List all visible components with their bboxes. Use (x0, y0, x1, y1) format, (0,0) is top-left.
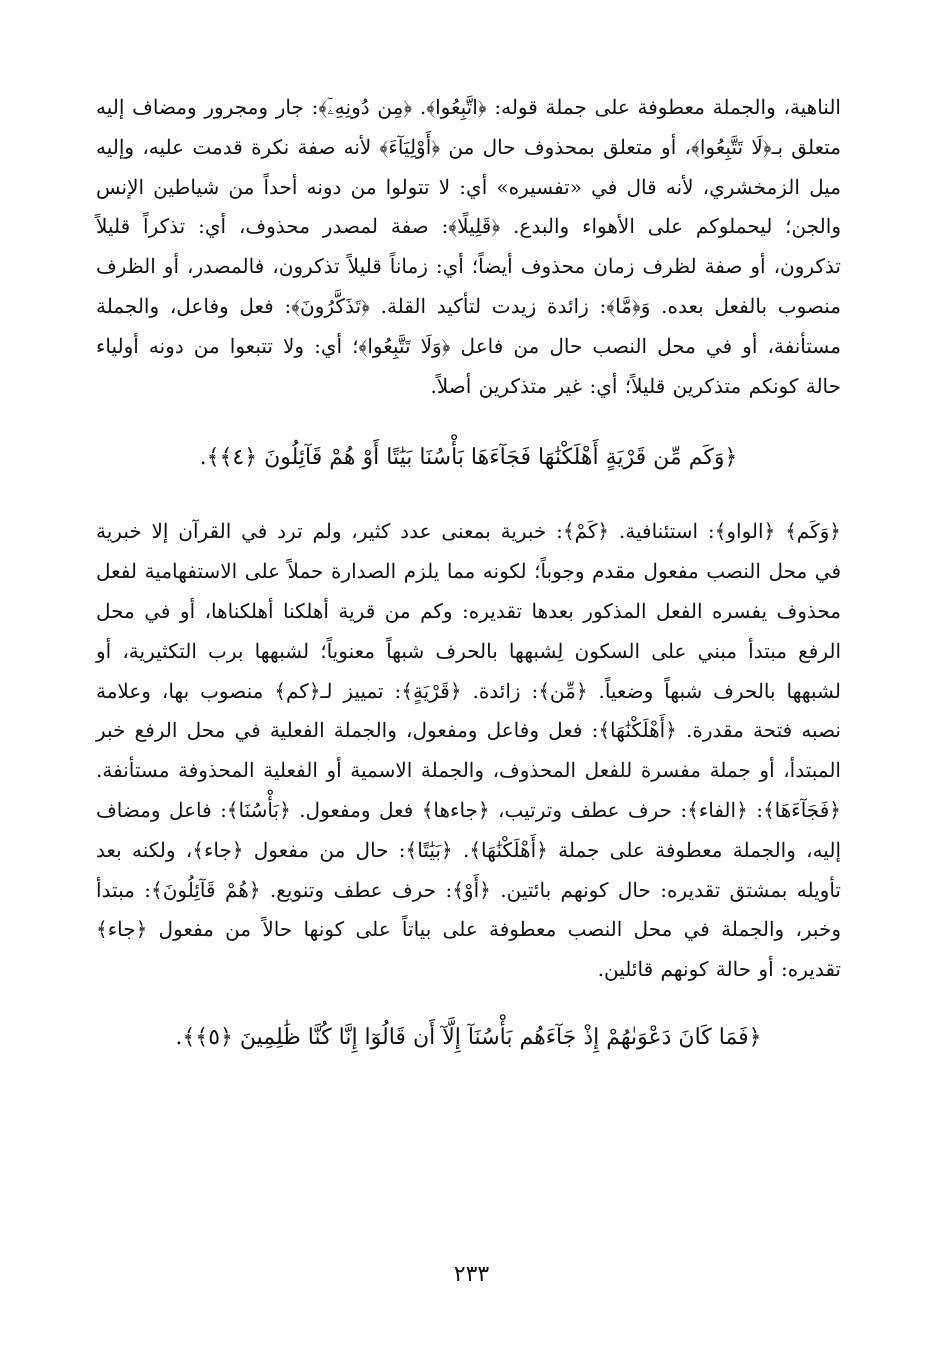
spacer (96, 990, 841, 1018)
quran-verse-4: ﴿وَكَم مِّن قَرْيَةٍ أَهْلَكْنَٰهَا فَجَآءَهَا بَأْسُنَا بَيَٰتًا أَوْ هُمْ قَآئِلُونَ ﴿٤﴾﴾. (199, 445, 738, 471)
commentary-paragraph-1: الناهية، والجملة معطوفة على جملة قوله: ﴿اتَّبِعُوا﴾. ﴿مِن دُونِهِۦٓ﴾: جار ومجرور ومضاف إليه متعلق بـ﴿لَا تَتَّبِعُوا﴾، أو متعلق بمحذوف حال من ﴿أَوْلِيَآءَ﴾ لأنه صفة نكرة قدمت عليه، وإليه ميل الزمخشري، لأنه قال في «تفسيره» أي: لا تتولوا من دونه أحداً من شياطين الإنس والجن؛ ليحملوكم على الأهواء والبدع. ﴿قَلِيلًا﴾: صفة لمصدر محذوف، أي: تذكراً قليلاً تذكرون، أو صفة لظرف زمان محذوف أيضاً؛ أي: زماناً قليلاً تذكرون، فالمصدر، أو الظرف منصوب بالفعل بعده. وَ﴿مَّا﴾: زائدة زيدت لتأكيد القلة. ﴿تَذَكَّرُونَ﴾: فعل وفاعل، والجملة مستأنفة، أو في محل النصب حال من فاعل ﴿وَلَا تَتَّبِعُوا﴾؛ أي: ولا تتبعوا من دونه أولياء حالة كونكم متذكرين قليلاً؛ أي: غير متذكرين أصلاً. (96, 95, 841, 398)
page-number: ٢٣٣ (453, 1262, 490, 1287)
spacer (96, 478, 841, 512)
spacer (96, 406, 841, 438)
page-body (96, 88, 841, 1058)
quran-verse-5: ﴿فَمَا كَانَ دَعْوَىٰهُمْ إِذْ جَآءَهُم بَأْسُنَآ إِلَّآ أَن قَالُوٓا إِنَّا كُنَّا ظَٰلِمِينَ ﴿٥﴾﴾. (175, 1024, 762, 1050)
commentary-paragraph-2: ﴿وَكَم﴾ ﴿الواو﴾: استئنافية. ﴿كَمْ﴾: خبرية بمعنى عدد كثير، ولم ترد في القرآن إلا خبرية في محل النصب مفعول مقدم وجوباً؛ لكونه مما يلزم الصدارة حملاً على الاستفهامية لفعل محذوف يفسره الفعل المذكور بعدها تقديره: وكم من قرية أهلكنا أهلكناها، أو في محل الرفع مبتدأ مبني على السكون لِشبهها بالحرف شبهاً معنوياً؛ لشبهها برب التكثيرية، أو لشبهها بالحرف شبهاً وضعياً. ﴿مِّن﴾: زائدة. ﴿قَرْيَةٍ﴾: تمييز لـ﴿كم﴾ منصوب بها، وعلامة نصبه فتحة مقدرة. ﴿أَهْلَكْنَٰهَا﴾: فعل وفاعل ومفعول، والجملة الفعلية في محل الرفع خبر المبتدأ، أو جملة مفسرة للفعل المحذوف، والجملة الاسمية أو الفعلية المحذوفة مستأنفة. ﴿فَجَآءَهَا﴾: ﴿الفاء﴾: حرف عطف وترتيب، ﴿جاءها﴾ فعل ومفعول. ﴿بَأْسُنَا﴾: فاعل ومضاف إليه، والجملة معطوفة على جملة ﴿أَهْلَكْنَٰهَا﴾. ﴿بَيَٰتًا﴾: حال من مفعول ﴿جاء﴾، ولكنه بعد تأويله بمشتق تقديره: حال كونهم بائتين. ﴿أَوْ﴾: حرف عطف وتنويع. ﴿هُمْ قَآئِلُونَ﴾: مبتدأ وخبر، والجملة في محل النصب معطوفة على بياتاً على كونها حالاً من مفعول ﴿جاء﴾ تقديره: أو حالة كونهم قائلين. (96, 519, 841, 982)
